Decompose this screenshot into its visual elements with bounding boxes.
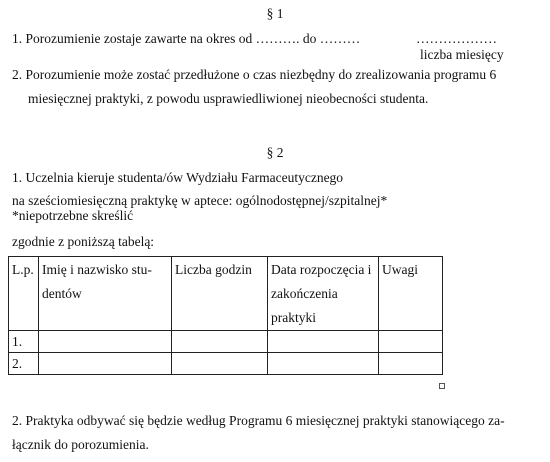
row-2-lp: 2. xyxy=(9,353,39,375)
section-2-item-2-line-2: łącznik do porozumienia. xyxy=(12,437,149,452)
section-2-item-1-line-1: 1. Uczelnia kieruje studenta/ów Wydziału Farmaceutycznego xyxy=(12,170,344,185)
header-student-name: Imię i nazwisko stu-dentów xyxy=(39,257,172,331)
months-blank: ……………… xyxy=(416,31,497,46)
header-notes: Uwagi xyxy=(379,257,443,331)
section-1-item-2-line-2: miesięcznej praktyki, z powodu usprawiedliwionej nieobecności studenta. xyxy=(28,91,429,106)
row-1-dates[interactable] xyxy=(268,331,379,353)
table-header-row xyxy=(9,257,443,331)
row-2-hours[interactable] xyxy=(172,353,268,375)
students-table xyxy=(8,256,443,375)
table-row xyxy=(9,353,443,375)
section-1-heading: § 1 xyxy=(266,6,284,21)
months-caption: liczba miesięcy xyxy=(420,47,504,62)
row-2-dates[interactable] xyxy=(268,353,379,375)
footnote: *niepotrzebne skreślić xyxy=(12,208,134,223)
section-1-item-2-line-1: 2. Porozumienie może zostać przedłużone o czas niezbędny do zrealizowania programu 6 xyxy=(12,67,497,82)
row-1-hours[interactable] xyxy=(172,331,268,353)
row-1-lp: 1. xyxy=(9,331,39,353)
header-dates: Data rozpoczęcia i zakończenia praktyki xyxy=(268,257,379,331)
section-2-heading: § 2 xyxy=(266,145,284,160)
header-lp: L.p. xyxy=(9,257,39,331)
section-1-item-1: 1. Porozumienie zostaje zawarte na okres od ………. do ……… xyxy=(12,31,361,46)
header-hours: Liczba godzin xyxy=(172,257,268,331)
row-2-student-name[interactable] xyxy=(39,353,172,375)
section-2-item-1-line-2: na sześciomiesięczną praktykę w aptece: ogólnodostępnej/szpitalnej* xyxy=(12,193,388,208)
table-intro: zgodnie z poniższą tabelą: xyxy=(12,234,155,249)
row-2-notes[interactable] xyxy=(379,353,443,375)
table-resize-handle[interactable] xyxy=(439,383,445,389)
row-1-notes[interactable] xyxy=(379,331,443,353)
table-row xyxy=(9,331,443,353)
row-1-student-name[interactable] xyxy=(39,331,172,353)
section-2-item-2-line-1: 2. Praktyka odbywać się będzie według Programu 6 miesięcznej praktyki stanowiącego za- xyxy=(12,413,505,428)
